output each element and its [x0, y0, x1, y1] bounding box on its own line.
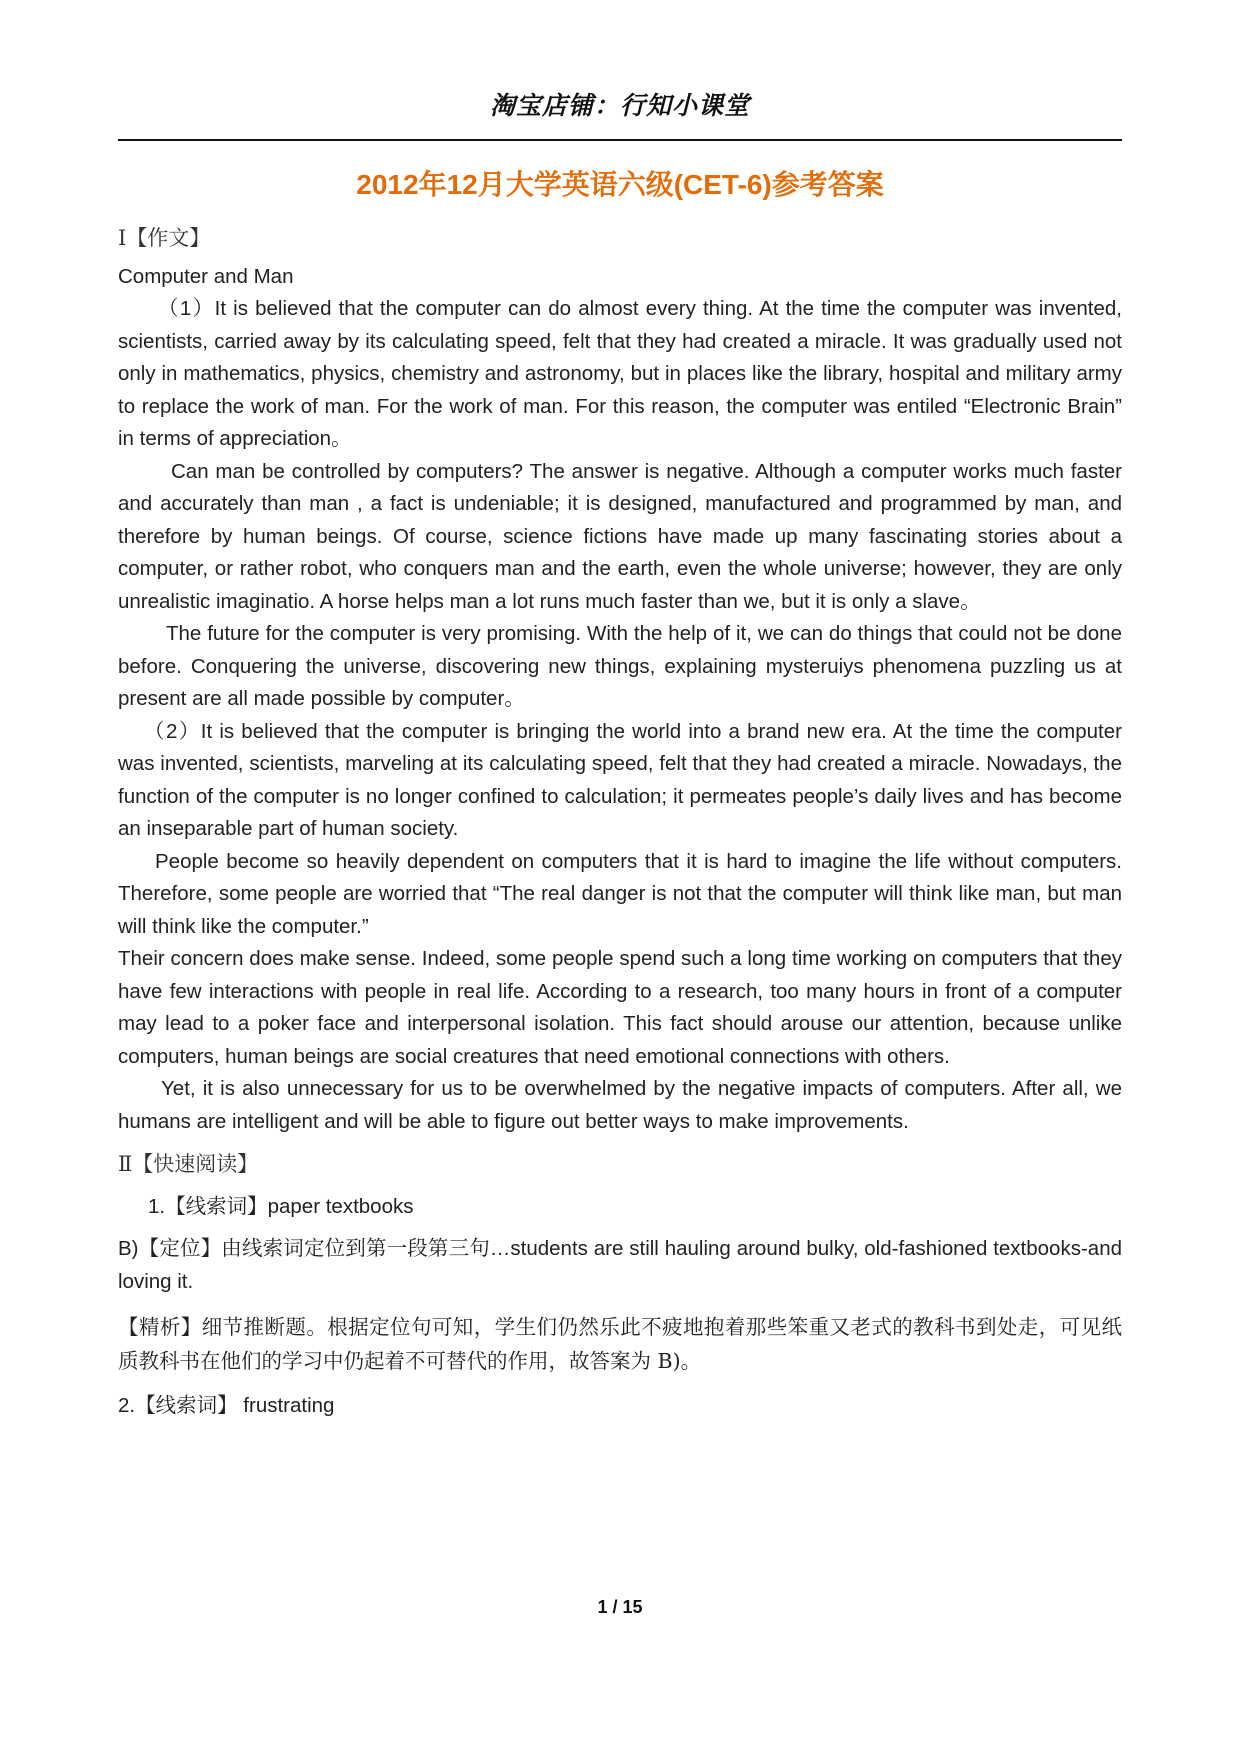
header-divider: [118, 139, 1122, 141]
essay-paragraph: （2）It is believed that the computer is bringing the world into a brand new era. At the time the computer was invented, scientists, marveling at its calculating speed, felt that they had created a miracle. Nowadays, the function of the computer is no longer confined to calculation; it permeates people’s daily lives and has become an inseparable part of human society.: [118, 719, 1122, 840]
section-heading-fast-reading: Ⅱ【快速阅读】: [118, 1152, 259, 1176]
shop-header: 淘宝店铺：行知小课堂: [489, 92, 750, 120]
question-2-clue: 2.【线索词】 frustrating: [118, 1394, 335, 1417]
essay-paragraph: （1）It is believed that the computer can do almost every thing. At the time the computer was invented, scientists, carried away by its calculating speed, felt that they had created a miracle. It was gradually used not only in mathematics, physics, chemistry and astronomy, but in places like the library, hospital and military army to replace the work of man. For the work of man. For this reason, the computer was entiled “Electronic Brain” in terms of appreciation。: [118, 297, 1122, 450]
question-1-analysis: 【精析】细节推断题。根据定位句可知，学生们仍然乐此不疲地抱着那些笨重又老式的教科书到处走，可见纸质教科书在他们的学习中仍起着不可替代的作用，故答案为 B)。: [118, 1315, 1122, 1373]
question-1-locate: B)【定位】由线索词定位到第一段第三句…students are still hauling around bulky, old-fashioned textbooks-and loving it.: [118, 1237, 1122, 1293]
question-1-clue: 1.【线索词】paper textbooks: [148, 1194, 414, 1218]
document-body: [118, 222, 1122, 1423]
essay-paragraph: People become so heavily dependent on computers that it is hard to imagine the life without computers. Therefore, some people are worried that “The real danger is not that the computer will think like man, but man will think like the computer.”: [118, 849, 1122, 938]
page-number: 1 / 15: [597, 1597, 643, 1617]
section-heading-writing: Ⅰ【作文】: [118, 226, 211, 250]
page-title: 2012年12月大学英语六级(CET-6)参考答案: [356, 169, 884, 200]
essay-paragraph: Yet, it is also unnecessary for us to be overwhelmed by the negative impacts of computers. After all, we humans are intelligent and will be able to figure out better ways to make improvements.: [118, 1077, 1122, 1133]
essay-paragraph: Can man be controlled by computers? The answer is negative. Although a computer works much faster and accurately than man , a fact is undeniable; it is designed, manufactured and programmed by man, and therefore by human beings. Of course, science fictions have made up many fascinating stories about a computer, or rather robot, who conquers man and the earth, even the whole universe; however, they are only unrealistic imaginatio. A horse helps man a lot runs much faster than we, but it is only a slave。: [118, 459, 1122, 613]
essay-title: Computer and Man: [118, 264, 294, 288]
essay-paragraph: Their concern does make sense. Indeed, some people spend such a long time working on computers that they have few interactions with people in real life. According to a research, too many hours in front of a computer may lead to a poker face and interpersonal isolation. This fact should arouse our attention, because unlike computers, human beings are social creatures that need emotional connections with others.: [118, 947, 1122, 1068]
essay-paragraph: The future for the computer is very promising. With the help of it, we can do things that could not be done before. Conquering the universe, discovering new things, explaining mysteruiys phenomena puzzling us at present are all made possible by computer。: [118, 622, 1122, 710]
